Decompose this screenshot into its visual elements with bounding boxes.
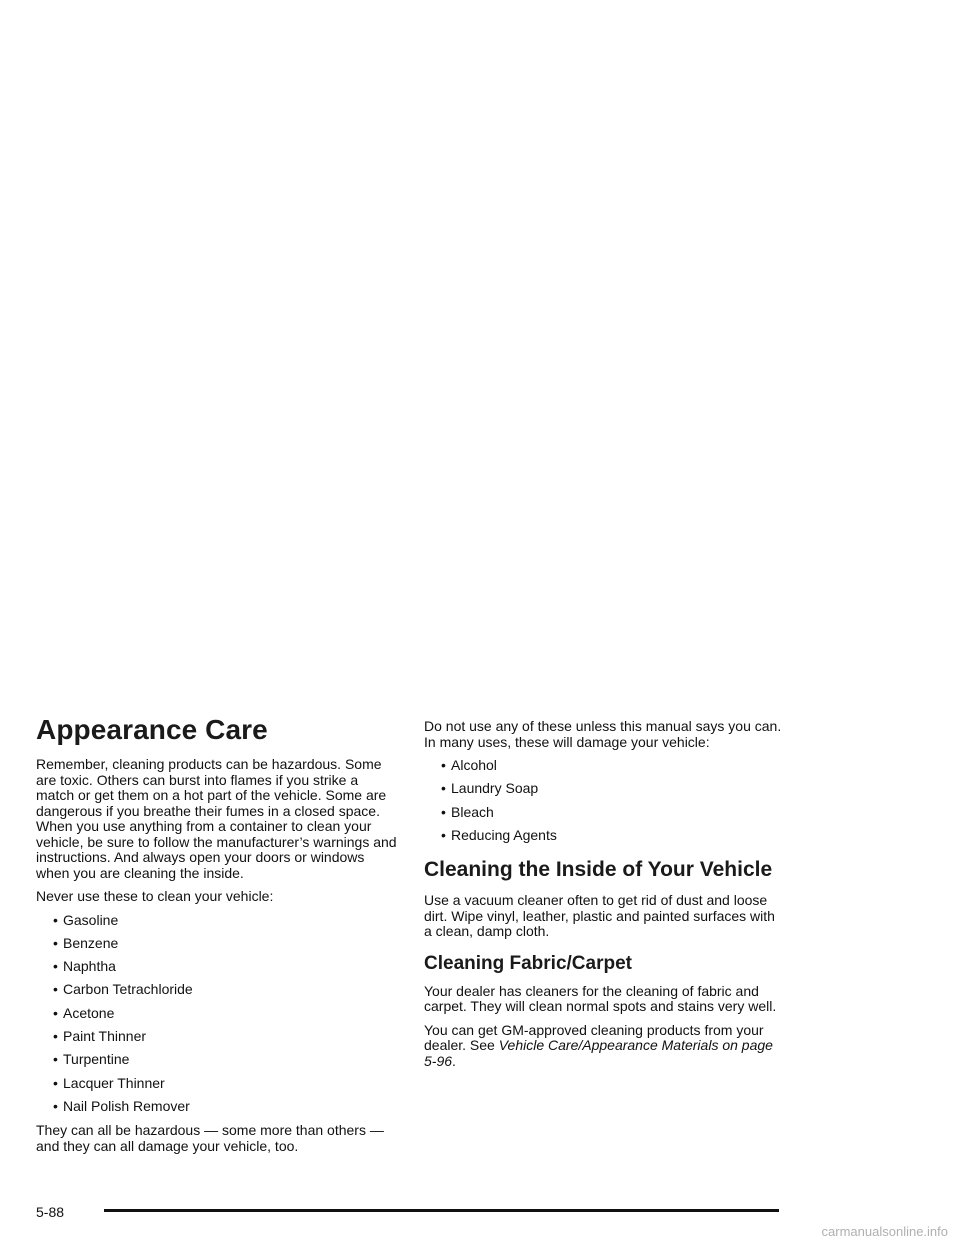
list-item: • Gasoline — [53, 913, 398, 929]
list-item: • Nail Polish Remover — [53, 1099, 398, 1115]
page-number: 5-88 — [36, 1204, 65, 1220]
page-title: Appearance Care — [36, 714, 268, 745]
damage-list — [424, 758, 786, 843]
list-item: • Acetone — [53, 1006, 398, 1022]
intro-paragraph: Remember, cleaning products can be hazardous. Some are toxic. Others can burst into flames if you strike a match or get them on a hot part of the vehicle. Some are dangerous if you breathe their fumes in a closed space. When you use anything from a container to clean your vehicle, be sure to follow the manufacturer’s warnings and instructions. And always open your doors or windows when you are cleaning the inside. — [36, 756, 397, 881]
list-item: • Reducing Agents — [441, 828, 786, 844]
list-item: • Carbon Tetrachloride — [53, 982, 398, 998]
list-item: • Laundry Soap — [441, 781, 786, 797]
list-item: • Lacquer Thinner — [53, 1076, 398, 1092]
never-use-paragraph: Never use these to clean your vehicle: — [36, 888, 274, 904]
warning-paragraph: Do not use any of these unless this manual says you can. In many uses, these will damage your vehicle: — [424, 718, 782, 750]
right-column — [424, 719, 786, 1077]
gm-end: . — [452, 1052, 456, 1069]
fabric-paragraph: Your dealer has cleaners for the cleaning of fabric and carpet. They will clean normal spots and stains very well. — [424, 982, 777, 1015]
cross-reference-link[interactable]: Vehicle Care/Appearance Materials on page 5-96 — [424, 1037, 773, 1069]
list-item: • Bleach — [441, 805, 786, 821]
watermark: carmanualsonline.info — [821, 1224, 948, 1239]
list-item: • Paint Thinner — [53, 1029, 398, 1045]
inside-heading: Cleaning the Inside of Your Vehicle — [424, 858, 773, 882]
gm-paragraph — [424, 1023, 786, 1070]
never-use-list — [36, 913, 398, 1115]
list-item: • Benzene — [53, 936, 398, 952]
footer-divider — [104, 1209, 779, 1212]
left-column — [36, 713, 398, 1162]
inside-paragraph: Use a vacuum cleaner often to get rid of dust and loose dirt. Wipe vinyl, leather, plastic and painted surfaces with a clean, damp cloth. — [424, 892, 775, 940]
gm-text: You can get GM-approved cleaning products from your dealer. See — [424, 1021, 764, 1054]
fabric-heading: Cleaning Fabric/Carpet — [424, 952, 632, 974]
closing-paragraph: They can all be hazardous — some more than others — and they can all damage your vehicle, too. — [36, 1122, 384, 1154]
list-item: • Turpentine — [53, 1052, 398, 1068]
list-item: • Naphtha — [53, 959, 398, 975]
list-item: • Alcohol — [441, 758, 786, 774]
